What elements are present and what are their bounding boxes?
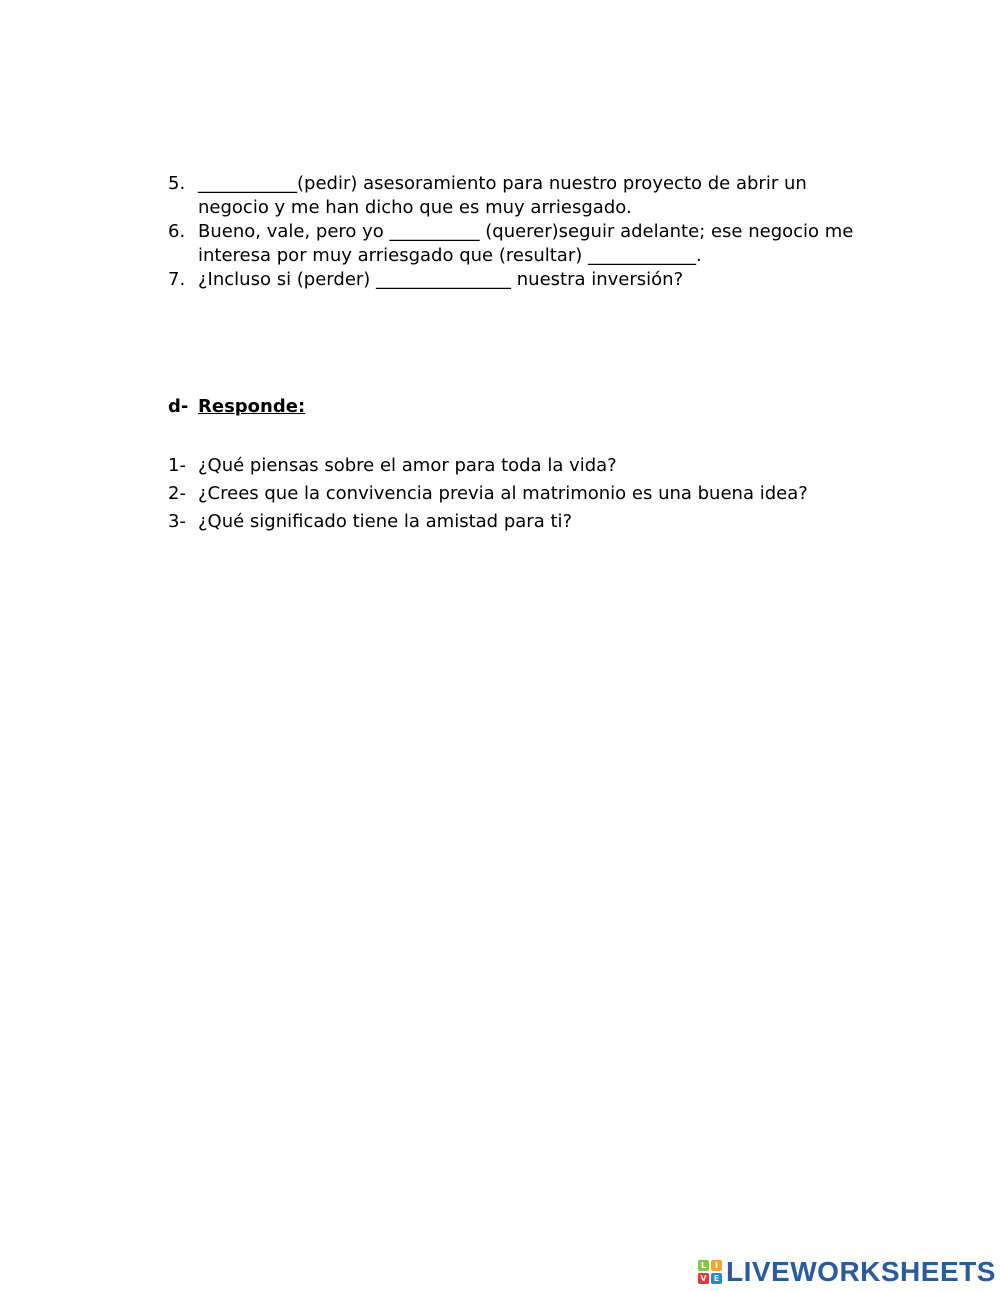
logo-letter-l: L <box>698 1260 709 1271</box>
item-number: 5. <box>168 173 186 194</box>
question-number: 1- <box>168 455 186 476</box>
item-text: Bueno, vale, pero yo __________ (querer)seguir adelante; ese negocio me interesa por muy arriesgado que (resultar) ____________. <box>198 221 854 266</box>
exercise-item-7 <box>168 268 868 292</box>
question-item-2 <box>168 480 808 508</box>
question-text: ¿Qué significado tiene la amistad para ti? <box>198 511 573 532</box>
section-letter: d- <box>168 396 189 417</box>
logo-text: LIVEWORKSHEETS <box>726 1256 996 1287</box>
item-text: ___________(pedir) asesoramiento para nuestro proyecto de abrir un negocio y me han dicho que es muy arriesgado. <box>198 173 807 218</box>
question-item-1 <box>168 452 808 480</box>
liveworksheets-logo <box>698 1256 996 1288</box>
question-number: 2- <box>168 483 186 504</box>
section-heading <box>168 396 305 417</box>
logo-letter-i: I <box>711 1260 722 1271</box>
logo-letter-e: E <box>711 1273 722 1284</box>
question-number: 3- <box>168 511 186 532</box>
logo-letter-v: V <box>698 1273 709 1284</box>
question-text: ¿Crees que la convivencia previa al matrimonio es una buena idea? <box>198 483 808 504</box>
section-title: Responde: <box>198 396 306 417</box>
question-list <box>168 452 808 536</box>
exercise-list <box>168 172 868 292</box>
exercise-item-6 <box>168 220 868 268</box>
item-number: 6. <box>168 221 186 242</box>
question-item-3 <box>168 508 808 536</box>
item-number: 7. <box>168 269 186 290</box>
item-text: ¿Incluso si (perder) _______________ nuestra inversión? <box>198 269 684 290</box>
exercise-item-5 <box>168 172 868 220</box>
liveworksheets-logo-icon <box>698 1260 722 1284</box>
question-text: ¿Qué piensas sobre el amor para toda la vida? <box>198 455 617 476</box>
